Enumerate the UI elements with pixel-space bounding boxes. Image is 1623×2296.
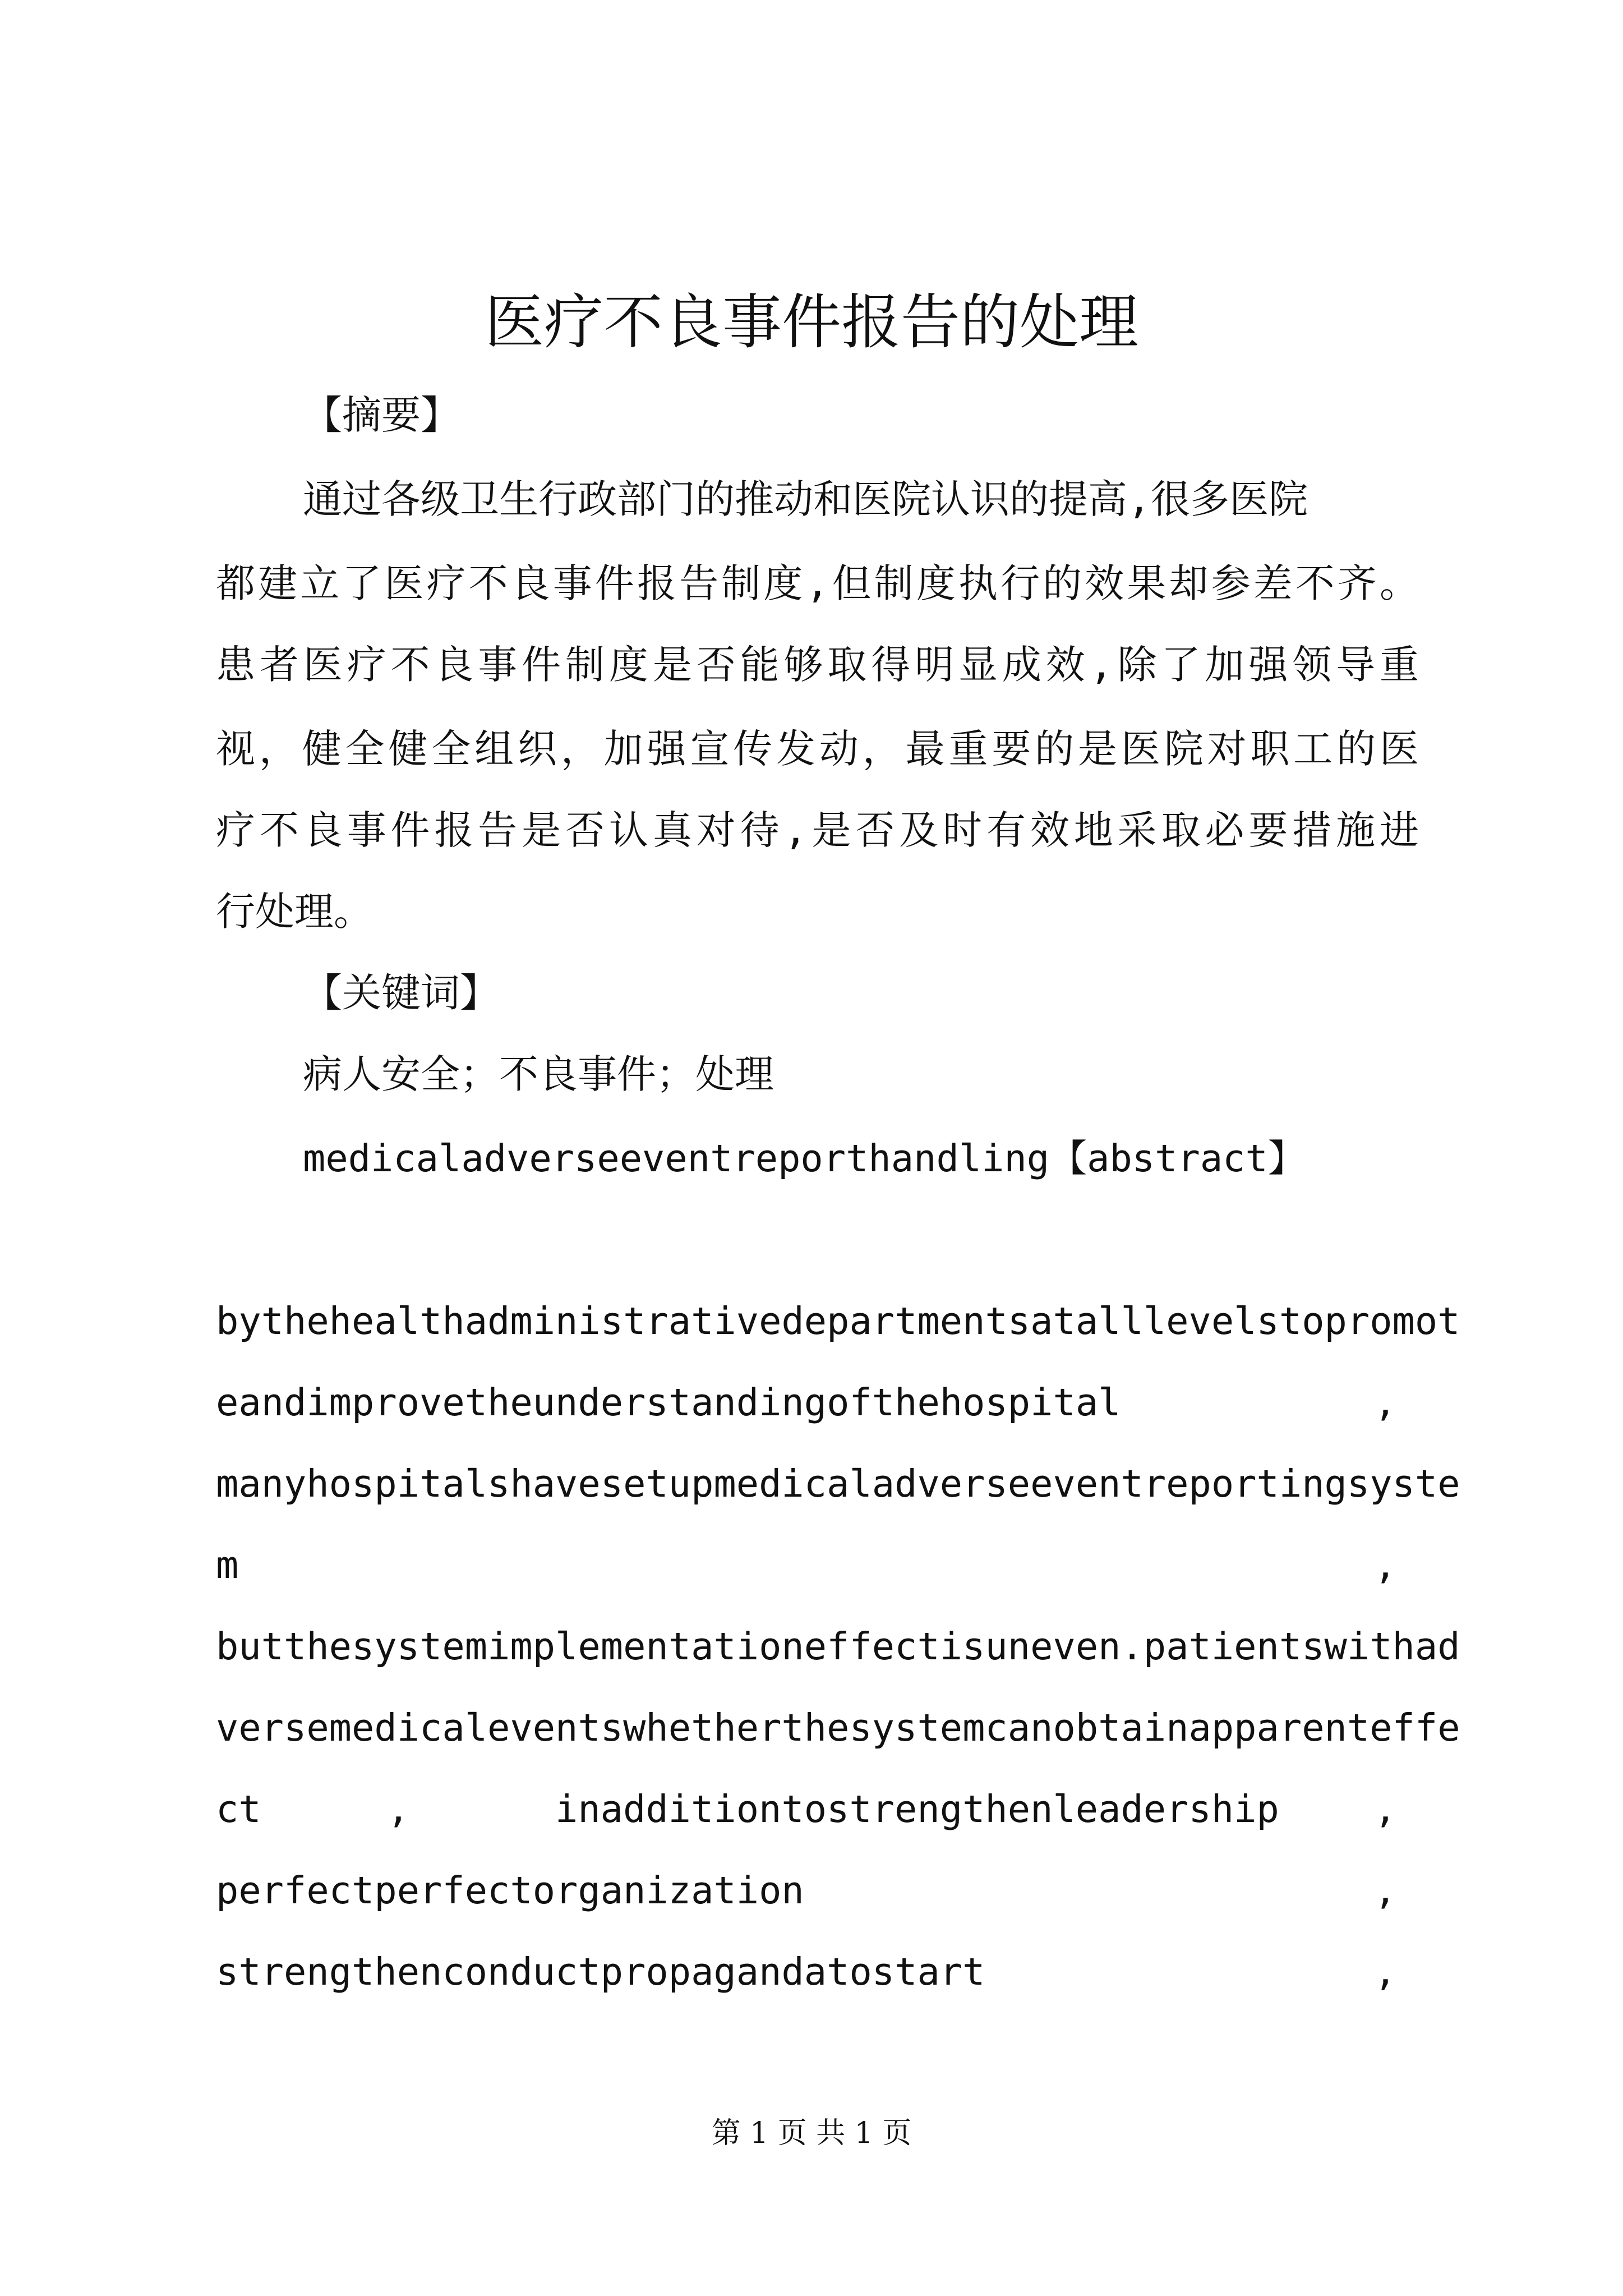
- abstract-line-6: 行处理。: [216, 889, 373, 935]
- abstract-heading: 【摘要】: [303, 392, 460, 438]
- english-line-9-comma: ,: [1374, 1950, 1397, 1994]
- document-title: 医疗不良事件报告的处理: [485, 288, 1138, 357]
- abstract-line-4: 视，健全健全组织，加强宣传发动，最重要的是医院对职工的医: [216, 726, 1419, 772]
- english-line-3: manyhospitalshavesetupmedicaladverseeventreportingsyste: [216, 1462, 1460, 1506]
- keywords-heading: 【关键词】: [303, 970, 499, 1016]
- abstract-line-1: 通过各级卫生行政部门的推动和医院认识的提高,很多医院: [303, 476, 1308, 522]
- english-line-9-text: strengthenconductpropagandatostart: [216, 1950, 985, 1994]
- english-line-8-comma: ,: [1374, 1869, 1397, 1912]
- english-heading: medicaladverseeventreporthandling【abstract】: [303, 1137, 1306, 1180]
- abstract-line-3: 患者医疗不良事件制度是否能够取得明显成效,除了加强领导重: [216, 642, 1419, 688]
- english-line-7-comma: ,: [387, 1787, 410, 1831]
- english-line-7-fragment: inadditiontostrengthenleadership: [555, 1787, 1279, 1831]
- english-line-6: versemedicaleventswhetherthesystemcanobtainapparenteffe: [216, 1706, 1460, 1750]
- english-line-8-text: perfectperfectorganization: [216, 1869, 804, 1912]
- english-line-7-text: ct: [216, 1787, 261, 1831]
- page-footer: 第 1 页 共 1 页: [711, 2116, 912, 2150]
- abstract-line-2: 都建立了医疗不良事件报告制度,但制度执行的效果却参差不齐。: [216, 560, 1419, 606]
- english-line-2-text: eandimprovetheunderstandingofthehospital: [216, 1381, 1121, 1424]
- abstract-line-5: 疗不良事件报告是否认真对待,是否及时有效地采取必要措施进: [216, 807, 1419, 853]
- english-line-5: butthesystemimplementationeffectisuneven.patientswithad: [216, 1625, 1460, 1668]
- keywords-text: 病人安全；不良事件；处理: [303, 1051, 774, 1097]
- english-line-4-comma: ,: [1374, 1543, 1397, 1587]
- english-line-7-end-comma: ,: [1374, 1787, 1397, 1831]
- english-line-1: bythehealthadministrativedepartmentsatalllevelstopromot: [216, 1299, 1460, 1343]
- english-line-2-comma: ,: [1374, 1381, 1397, 1424]
- english-line-4-text: m: [216, 1543, 239, 1587]
